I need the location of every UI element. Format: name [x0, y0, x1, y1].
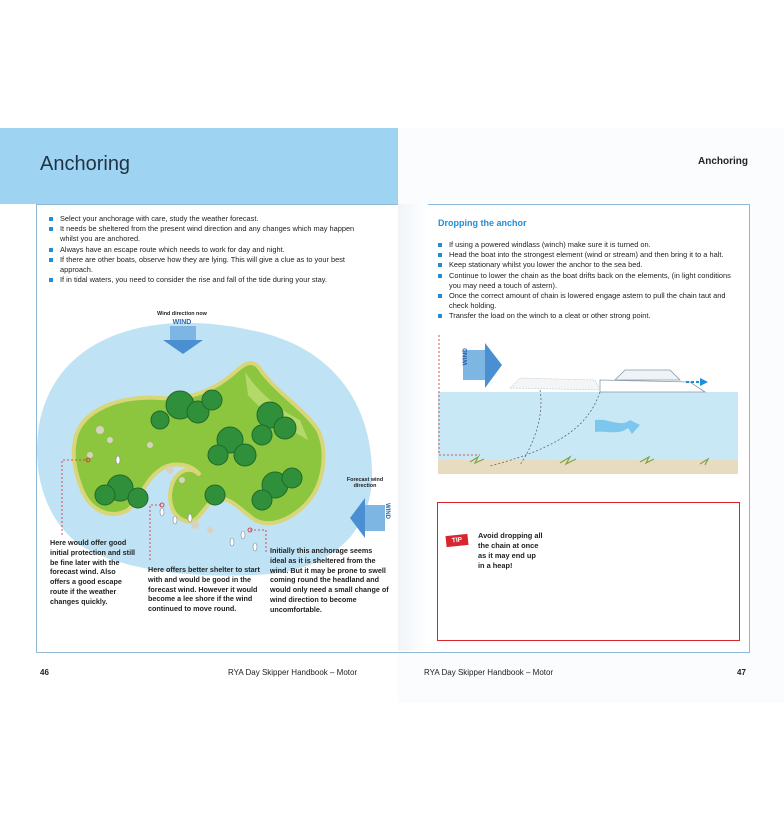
- wind-word-right: WIND: [462, 348, 469, 366]
- running-head: Anchoring: [698, 156, 748, 167]
- page-number-left: 46: [40, 668, 49, 677]
- list-item: Head the boat into the strongest element (wind or stream) and then bring it to a halt.: [437, 250, 741, 260]
- footer-title-left: RYA Day Skipper Handbook – Motor: [228, 668, 358, 677]
- tip-box: [437, 502, 740, 641]
- caption-swell-warning: Initially this anchorage seems ideal as it is sheltered from the wind. But it may be prone to swell coming round the headland and would only need a small change of wind direction to become uncomfortable.: [270, 546, 389, 614]
- tip-tag: TIP: [445, 534, 468, 547]
- list-item: Continue to lower the chain as the boat drifts back on the elements, (in light conditions you may need a touch of astern).: [437, 271, 741, 291]
- sea-water: [438, 392, 738, 467]
- page-title: Anchoring: [40, 153, 131, 175]
- wind-word-forecast: WIND: [384, 503, 390, 519]
- caption-better-shelter: Here offers better shelter to start with and would be good in the forecast wind. However it would become a lee shore if the wind continued to move round.: [148, 565, 260, 614]
- list-item: If in tidal waters, you need to consider the rise and fall of the tide during your stay.: [48, 275, 368, 285]
- tip-text: Avoid dropping all the chain at once as it may end up in a heap!: [478, 531, 543, 570]
- list-item: Always have an escape route which needs to work for day and night.: [48, 245, 368, 255]
- list-item: Keep stationary whilst you lower the anchor to the sea bed.: [437, 260, 741, 270]
- right-bullet-list: [437, 240, 741, 322]
- list-item: If there are other boats, observe how they are lying. This will give a clue as to your best approach.: [48, 255, 368, 275]
- wind-word-left: WIND: [172, 319, 192, 326]
- list-item: Select your anchorage with care, study the weather forecast.: [48, 214, 368, 224]
- footer-title-right: RYA Day Skipper Handbook – Motor: [424, 668, 554, 677]
- list-item: Transfer the load on the winch to a cleat or other strong point.: [437, 311, 741, 321]
- sea-bed: [438, 460, 738, 474]
- section-title: Dropping the anchor: [438, 218, 527, 228]
- forecast-wind-label: Forecast wind direction: [346, 477, 384, 489]
- bullet-square-icon: [438, 274, 442, 278]
- bullet-square-icon: [438, 314, 442, 318]
- bullet-square-icon: [438, 263, 442, 267]
- list-item: Once the correct amount of chain is lowered engage astern to pull the chain taut and check holding.: [437, 291, 741, 311]
- list-item: If using a powered windlass (winch) make sure it is turned on.: [437, 240, 741, 250]
- bullet-square-icon: [438, 294, 442, 298]
- motor-boat-large: [510, 370, 705, 392]
- page-number-right: 47: [737, 668, 746, 677]
- bullet-square-icon: [438, 243, 442, 247]
- wind-now-label: Wind direction now: [157, 311, 207, 317]
- caption-escape-route: Here would offer good initial protection and still be fine later with the forecast wind. Also offers a good escape route if the weather changes quickly.: [50, 538, 136, 606]
- bullet-square-icon: [438, 253, 442, 257]
- list-item: It needs be sheltered from the present wind direction and any changes which may happen whilst you are anchored.: [48, 224, 368, 244]
